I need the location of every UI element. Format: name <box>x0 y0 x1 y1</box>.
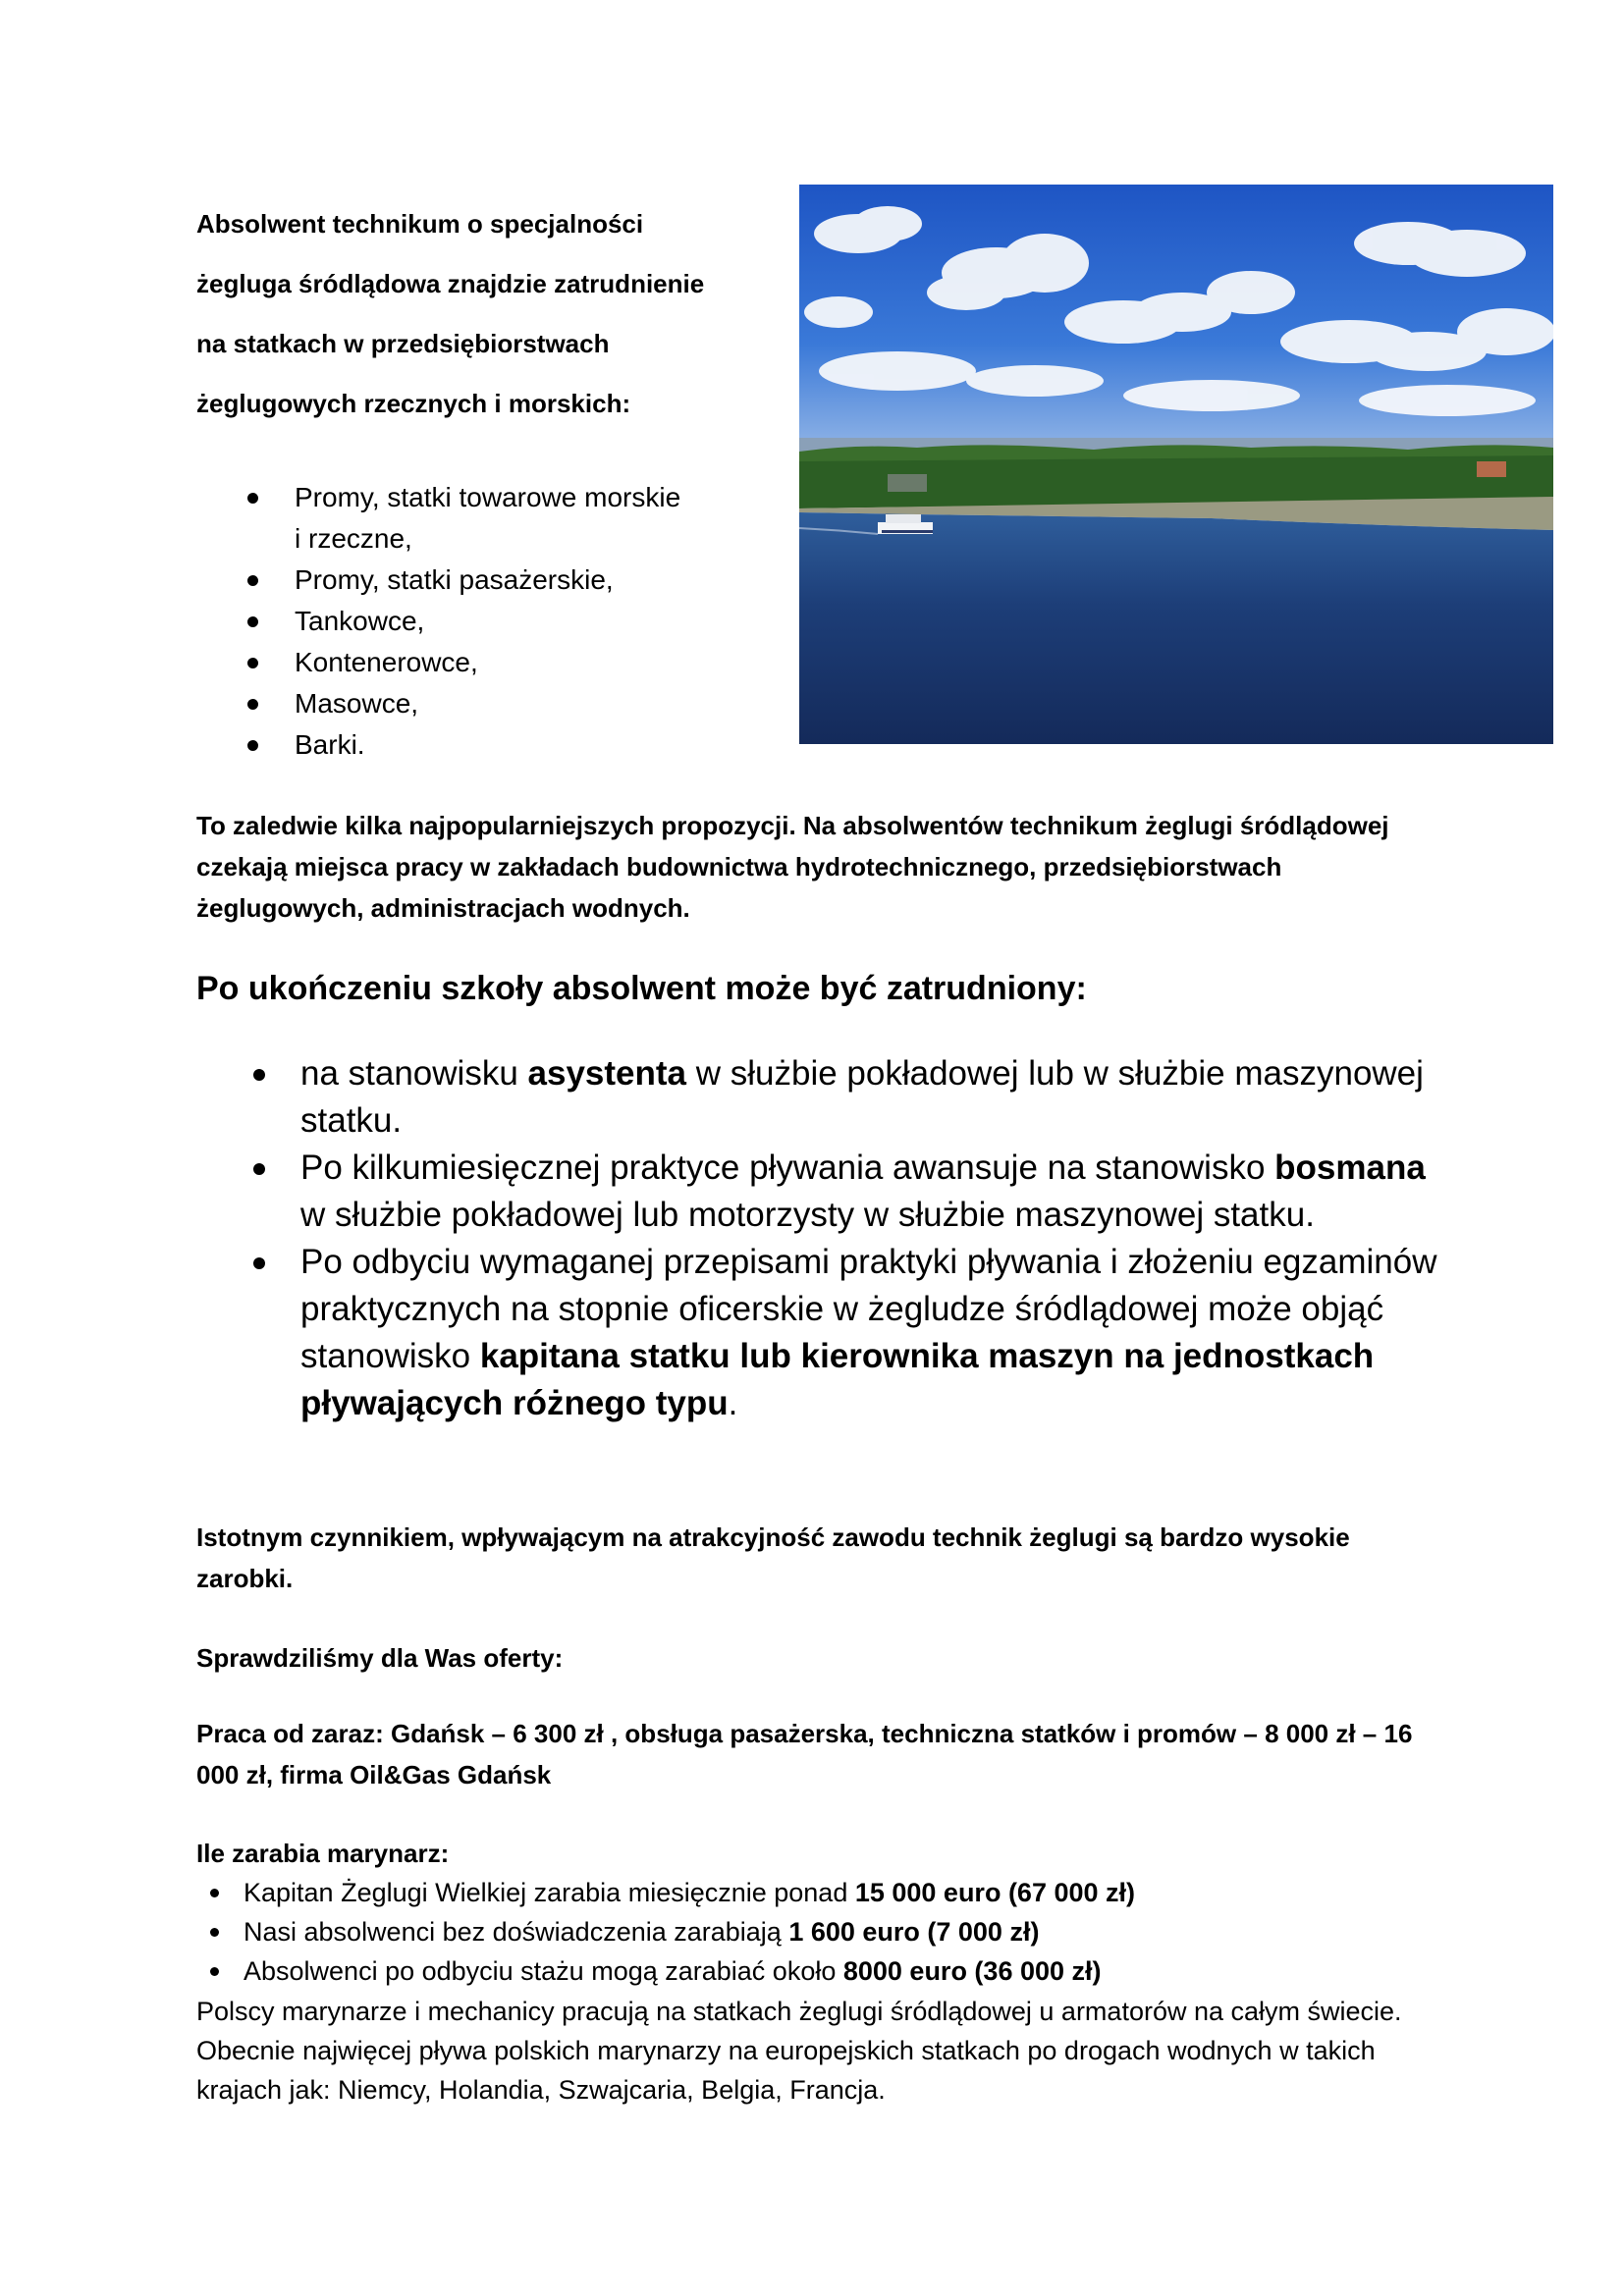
list-item-text: Po odbyciu wymaganej przepisami praktyki pływania i złożeniu egzaminów praktycznych na stopnie oficerskie w żegludze śródlądowej może objąć stanowisko <box>300 1243 1437 1375</box>
list-item-text: . <box>728 1384 738 1422</box>
intro-heading <box>196 194 785 434</box>
list-item-text: w służbie pokładowej lub motorzysty w służbie maszynowej statku. <box>300 1196 1315 1234</box>
list-item-bold: asystenta <box>527 1054 687 1093</box>
list-item-bold: 8000 euro (36 000 zł) <box>842 1956 1102 1986</box>
list-item <box>245 1145 1453 1239</box>
section-heading: Po ukończeniu szkoły absolwent może być zatrudniony: <box>196 970 1087 1007</box>
list-item-bold: bosmana <box>1274 1148 1426 1187</box>
list-item <box>196 1873 1434 1912</box>
river-photo <box>799 185 1553 744</box>
list-item-text: Promy, statki towarowe morskie <box>295 482 681 512</box>
list-item <box>245 1239 1453 1427</box>
paragraph-earnings-intro: Istotnym czynnikiem, wpływającym na atrakcyjność zawodu technik żeglugi są bardzo wysokie zarobki. <box>196 1522 1350 1593</box>
list-item: Tankowce, <box>244 601 754 642</box>
list-item-text: i rzeczne, <box>295 523 412 554</box>
list-item-text: Nasi absolwenci bez doświadczenia zarabiają <box>244 1917 789 1947</box>
paragraph-opportunities: To zaledwie kilka najpopularniejszych propozycji. Na absolwentów technikum żeglugi śródlądowej czekają miejsca pracy w zakładach budownictwa hydrotechnicznego, przedsiębiorstwach żeglugowych, administracjach wodnych. <box>196 811 1389 923</box>
intro-line: na statkach w przedsiębiorstwach <box>196 329 610 358</box>
paragraph-offers-heading: Sprawdziliśmy dla Was oferty: <box>196 1643 564 1673</box>
list-item-bold: kapitana statku lub kierownika maszyn na jednostkach pływających różnego typu <box>300 1337 1375 1422</box>
intro-line: żeglugowych rzecznych i morskich: <box>196 389 631 418</box>
earnings-title: Ile zarabia marynarz: <box>196 1839 450 1868</box>
list-item-text: Kapitan Żeglugi Wielkiej zarabia miesięcznie ponad <box>244 1878 855 1907</box>
list-item-text: na stanowisku <box>300 1054 528 1093</box>
list-item: Masowce, <box>244 683 754 724</box>
list-item-bold: 15 000 euro (67 000 zł) <box>854 1878 1136 1907</box>
career-list <box>245 1050 1453 1427</box>
intro-line: Absolwent technikum o specjalności <box>196 209 644 239</box>
paragraph-offer: Praca od zaraz: Gdańsk – 6 300 zł , obsługa pasażerska, techniczna statków i promów – 8 000 zł – 16 000 zł, firma Oil&Gas Gdańsk <box>196 1719 1413 1789</box>
list-item: Kontenerowce, <box>244 642 754 683</box>
list-item <box>196 1912 1434 1951</box>
list-item-text: Absolwenci po odbyciu stażu mogą zarabiać około <box>244 1956 843 1986</box>
list-item <box>244 477 754 560</box>
list-item-bold: 1 600 euro (7 000 zł) <box>788 1917 1040 1947</box>
vessel-list <box>244 477 754 766</box>
list-item <box>245 1050 1453 1145</box>
list-item-text: Po kilkumiesięcznej praktyce pływania awansuje na stanowisko <box>300 1148 1275 1187</box>
list-item-text: w służbie pokładowej lub w służbie maszynowej statku. <box>300 1054 1424 1140</box>
intro-line: żegluga śródlądowa znajdzie zatrudnienie <box>196 269 705 298</box>
list-item <box>196 1951 1434 1991</box>
paragraph-closing: Polscy marynarze i mechanicy pracują na statkach żeglugi śródlądowej u armatorów na całym świecie. Obecnie najwięcej pływa polskich marynarzy na europejskich statkach po drogach wodnych w takich krajach jak: Niemcy, Holandia, Szwajcaria, Belgia, Francja. <box>196 1997 1402 2105</box>
earnings-list <box>196 1873 1434 1991</box>
list-item: Promy, statki pasażerskie, <box>244 560 754 601</box>
list-item: Barki. <box>244 724 754 766</box>
